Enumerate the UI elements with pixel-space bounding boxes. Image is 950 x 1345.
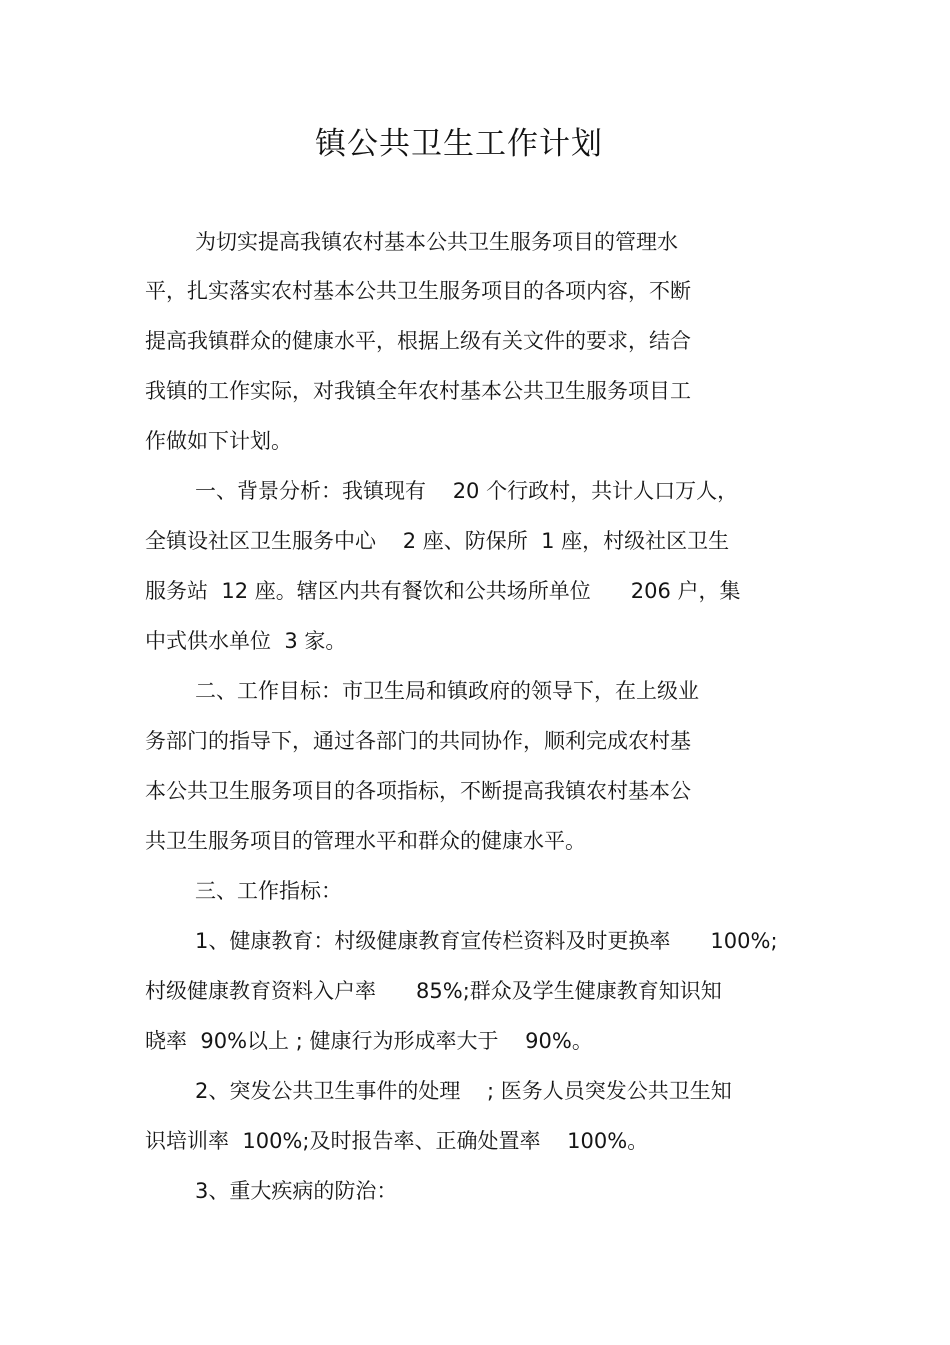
document-title: 镇公共卫生工作计划: [315, 126, 603, 162]
paragraph-line: 2、突发公共卫生事件的处理 ; 医务人员突发公共卫生知: [195, 1079, 732, 1103]
paragraph-line: 全镇设社区卫生服务中心 2 座、防保所 1 座，村级社区卫生: [145, 529, 730, 553]
paragraph-line: 晓率 90%以上 ; 健康行为形成率大于 90%。: [145, 1029, 593, 1053]
paragraph-line: 中式供水单位 3 家。: [145, 629, 347, 653]
paragraph-line: 识培训率 100%;及时报告率、正确处置率 100%。: [145, 1129, 649, 1153]
paragraph-line: 为切实提高我镇农村基本公共卫生服务项目的管理水: [195, 230, 678, 254]
paragraph-line: 二、工作目标：市卫生局和镇政府的领导下，在上级业: [195, 679, 699, 703]
paragraph-line: 3、重大疾病的防治：: [195, 1179, 398, 1203]
paragraph-line: 提高我镇群众的健康水平，根据上级有关文件的要求，结合: [145, 329, 691, 353]
paragraph-line: 共卫生服务项目的管理水平和群众的健康水平。: [145, 829, 586, 853]
paragraph-line: 一、背景分析：我镇现有 20 个行政村，共计人口万人，: [195, 479, 739, 503]
paragraph-line: 村级健康教育资料入户率 85%;群众及学生健康教育知识知: [145, 979, 722, 1003]
paragraph-line: 务部门的指导下，通过各部门的共同协作，顺利完成农村基: [145, 729, 691, 753]
paragraph-line: 我镇的工作实际，对我镇全年农村基本公共卫生服务项目工: [145, 379, 691, 403]
section-heading: 三、工作指标：: [195, 879, 342, 903]
paragraph-line: 本公共卫生服务项目的各项指标，不断提高我镇农村基本公: [145, 779, 691, 803]
paragraph-line: 服务站 12 座。辖区内共有餐饮和公共场所单位 206 户，集: [145, 579, 741, 603]
paragraph-line: 平，扎实落实农村基本公共卫生服务项目的各项内容，不断: [145, 279, 691, 303]
paragraph-line: 作做如下计划。: [145, 429, 292, 453]
paragraph-line: 1、健康教育：村级健康教育宣传栏资料及时更换率 100%;: [195, 929, 778, 953]
